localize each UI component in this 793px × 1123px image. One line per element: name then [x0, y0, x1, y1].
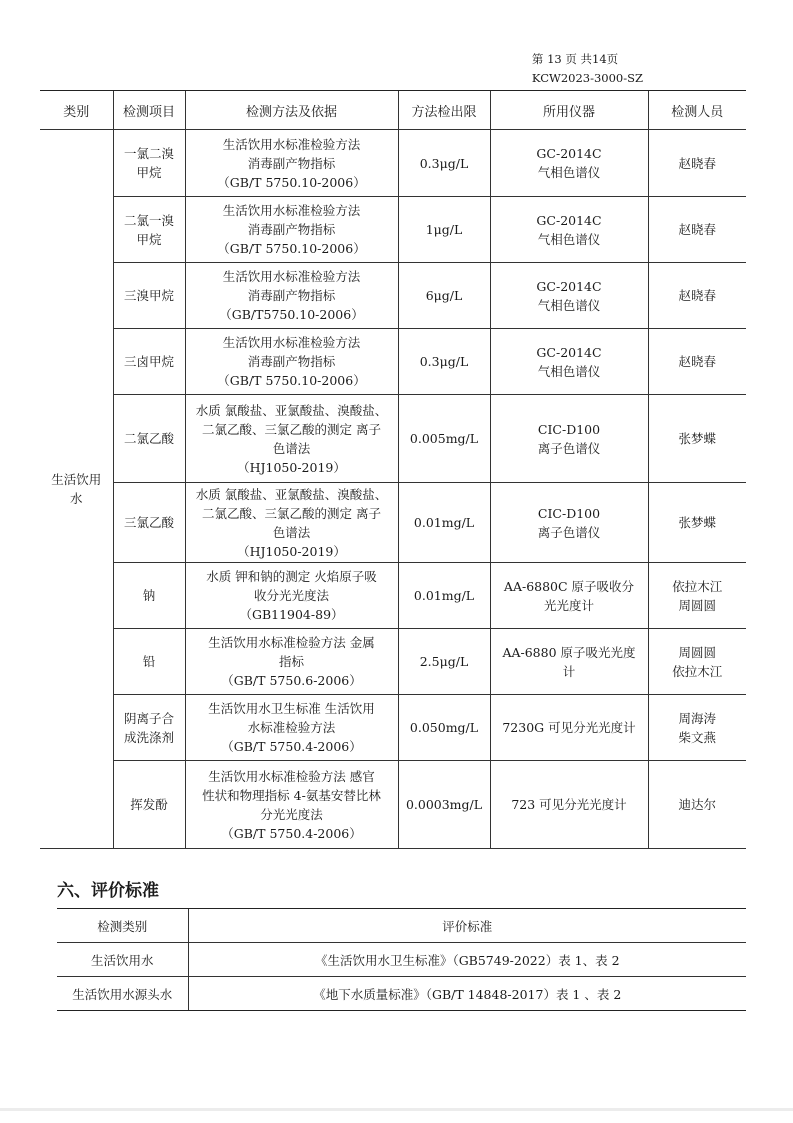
item-cell-line: 二氯乙酸: [123, 431, 174, 446]
item-cell: [113, 695, 185, 761]
staff-cell: [648, 629, 746, 695]
scan-edge-line: [0, 1108, 793, 1111]
method-cell-line: 色谱法: [272, 440, 311, 456]
table-row: [40, 761, 746, 849]
table-row: [40, 563, 746, 629]
limit-cell: 0.005mg/L: [398, 395, 490, 483]
instrument-cell-line: AA-6880 原子吸光光度: [502, 644, 636, 660]
method-cell-line: 分光光度法: [260, 806, 323, 822]
method-cell-line: 生活饮用水标准检验方法: [222, 136, 361, 152]
col-limit: 方法检出限: [398, 91, 490, 130]
staff-cell: [648, 130, 746, 197]
item-cell-line: 一氯二溴: [123, 146, 174, 161]
method-cell: [185, 395, 398, 483]
staff-cell-line: 柴文燕: [678, 729, 716, 745]
item-cell-line: 甲烷: [136, 231, 162, 247]
instrument-cell-line: 气相色谱仪: [537, 165, 601, 180]
instrument-cell-line: 光光度计: [543, 597, 594, 613]
test-type-cell: 生活饮用水: [57, 943, 188, 977]
method-cell-line: 色谱法: [272, 524, 311, 540]
instrument-cell: [490, 130, 648, 197]
method-cell-line: （GB/T 5750.6-2006）: [221, 673, 362, 688]
test-type-cell: 生活饮用水源头水: [57, 977, 188, 1011]
item-cell-line: 二氯一溴: [123, 212, 174, 228]
item-cell: [113, 563, 185, 629]
staff-cell-line: 赵晓春: [678, 155, 716, 171]
table-row: [40, 483, 746, 563]
staff-cell-line: 依拉木江: [672, 663, 723, 679]
item-cell-line: 三卤甲烷: [123, 354, 174, 369]
instrument-cell-line: 离子色谱仪: [537, 440, 601, 456]
method-cell-line: （GB/T 5750.10-2006）: [217, 241, 366, 256]
staff-cell: [648, 695, 746, 761]
section-title: 六、评价标准: [57, 881, 159, 901]
col-item: 检测项目: [113, 91, 185, 130]
limit-cell: 1μg/L: [398, 197, 490, 263]
staff-cell: [648, 197, 746, 263]
instrument-cell: [490, 263, 648, 329]
item-cell-line: 铅: [142, 654, 156, 669]
instrument-cell: [490, 483, 648, 563]
staff-cell-line: 赵晓春: [678, 354, 716, 369]
method-cell-line: 生活饮用水标准检验方法: [222, 269, 361, 284]
instrument-cell: [490, 695, 648, 761]
method-cell-line: 生活饮用水标准检验方法 感官: [208, 768, 375, 784]
method-cell-line: 消毒副产物指标: [247, 354, 336, 369]
col-test-type: 检测类别: [57, 909, 188, 943]
item-cell-line: 成洗涤剂: [123, 729, 174, 745]
item-cell: [113, 197, 185, 263]
staff-cell: [648, 263, 746, 329]
item-cell-line: 钠: [142, 588, 156, 603]
staff-cell-line: 依拉木江: [672, 578, 723, 594]
instrument-cell-line: 气相色谱仪: [537, 297, 601, 313]
staff-cell-line: 周圆圆: [678, 644, 716, 660]
item-cell-line: 挥发酚: [130, 797, 168, 812]
method-cell-line: （HJ1050-2019）: [237, 543, 346, 559]
category-cell: 生活饮用水: [40, 130, 113, 849]
staff-cell-line: 周海涛: [678, 710, 716, 726]
staff-cell: [648, 761, 746, 849]
method-cell-line: 二氯乙酸、三氯乙酸的测定 离子: [202, 421, 381, 437]
instrument-cell: [490, 629, 648, 695]
method-cell-line: 生活饮用水标准检验方法: [222, 203, 361, 218]
instrument-cell-line: CIC-D100: [537, 505, 601, 521]
instrument-cell: [490, 197, 648, 263]
col-standard: 评价标准: [188, 909, 746, 943]
staff-cell: [648, 395, 746, 483]
item-cell-line: 三溴甲烷: [123, 288, 174, 303]
limit-cell: 2.5μg/L: [398, 629, 490, 695]
method-cell-line: （GB/T 5750.4-2006）: [221, 825, 362, 841]
method-cell-line: （GB/T 5750.10-2006）: [217, 174, 366, 190]
method-cell-line: （HJ1050-2019）: [237, 459, 346, 475]
item-cell: [113, 761, 185, 849]
method-cell: [185, 130, 398, 197]
item-cell: [113, 130, 185, 197]
table-row: [57, 977, 746, 1011]
instrument-cell-line: GC-2014C: [536, 212, 602, 228]
table-row: [40, 329, 746, 395]
method-cell-line: 消毒副产物指标: [247, 222, 336, 237]
evaluation-standards-table: [57, 908, 746, 1011]
instrument-cell: [490, 563, 648, 629]
limit-cell: 0.3μg/L: [398, 130, 490, 197]
item-cell: [113, 329, 185, 395]
instrument-cell-line: GC-2014C: [536, 344, 602, 360]
limit-cell: 0.01mg/L: [398, 563, 490, 629]
standard-cell: 《地下水质量标准》（GB/T 14848-2017）表 1 、表 2: [188, 977, 746, 1011]
method-cell-line: （GB/T 5750.4-2006）: [221, 739, 362, 754]
item-cell: [113, 483, 185, 563]
item-cell: [113, 263, 185, 329]
instrument-cell-line: 723 可见分光光度计: [511, 797, 627, 812]
instrument-cell-line: 气相色谱仪: [537, 231, 601, 247]
standard-cell: 《生活饮用水卫生标准》（GB5749-2022）表 1、表 2: [188, 943, 746, 977]
col-staff: 检测人员: [648, 91, 746, 130]
method-cell: [185, 329, 398, 395]
staff-cell-line: 赵晓春: [678, 288, 716, 303]
limit-cell: 6μg/L: [398, 263, 490, 329]
method-cell-line: 二氯乙酸、三氯乙酸的测定 离子: [202, 505, 381, 521]
table-row: [40, 197, 746, 263]
staff-cell: [648, 563, 746, 629]
method-cell-line: 消毒副产物指标: [247, 155, 336, 171]
instrument-cell-line: 离子色谱仪: [537, 524, 601, 540]
limit-cell: 0.050mg/L: [398, 695, 490, 761]
col-category: 类别: [40, 91, 113, 130]
staff-cell: [648, 483, 746, 563]
method-cell-line: 收分光光度法: [253, 588, 329, 603]
method-cell-line: 水标准检验方法: [247, 720, 336, 735]
limit-cell: 0.3μg/L: [398, 329, 490, 395]
instrument-cell-line: AA-6880C 原子吸收分: [503, 578, 635, 594]
instrument-cell-line: 7230G 可见分光光度计: [502, 720, 636, 735]
item-cell-line: 阴离子合: [123, 710, 174, 726]
col-instrument: 所用仪器: [490, 91, 648, 130]
method-cell: [185, 563, 398, 629]
staff-cell-line: 迪达尔: [678, 797, 716, 812]
col-method: 检测方法及依据: [185, 91, 398, 130]
item-cell: [113, 629, 185, 695]
staff-cell-line: 周圆圆: [678, 597, 716, 613]
page-header: [532, 50, 643, 88]
method-cell-line: 消毒副产物指标: [247, 288, 336, 303]
limit-cell: 0.0003mg/L: [398, 761, 490, 849]
instrument-cell-line: CIC-D100: [537, 421, 601, 437]
method-cell: [185, 629, 398, 695]
instrument-cell: [490, 329, 648, 395]
table-header-row: [40, 91, 746, 130]
method-cell-line: 生活饮用水标准检验方法 金属: [208, 635, 375, 650]
method-cell: [185, 695, 398, 761]
table-row: [57, 943, 746, 977]
instrument-cell-line: 气相色谱仪: [537, 363, 601, 379]
table-row: [40, 695, 746, 761]
method-cell-line: 水质 氯酸盐、亚氯酸盐、溴酸盐、: [195, 402, 388, 418]
detection-methods-table: [40, 90, 746, 849]
method-cell-line: 生活饮用水标准检验方法: [222, 335, 361, 350]
item-cell-line: 三氯乙酸: [123, 515, 174, 530]
method-cell: [185, 483, 398, 563]
method-cell-line: （GB/T5750.10-2006）: [219, 307, 364, 322]
item-cell-line: 甲烷: [136, 165, 162, 180]
method-cell: [185, 263, 398, 329]
report-number: KCW2023-3000-SZ: [531, 71, 643, 85]
method-cell-line: 性状和物理指标 4-氨基安替比林: [202, 787, 381, 803]
method-cell-line: （GB/T 5750.10-2006）: [217, 373, 366, 388]
limit-cell: 0.01mg/L: [398, 483, 490, 563]
method-cell: [185, 761, 398, 849]
method-cell-line: 指标: [278, 654, 304, 669]
table-row: [40, 629, 746, 695]
item-cell: [113, 395, 185, 483]
method-cell-line: 水质 氯酸盐、亚氯酸盐、溴酸盐、: [195, 486, 388, 502]
instrument-cell-line: GC-2014C: [536, 146, 602, 161]
page-number: 第 13 页 共14页: [531, 52, 619, 66]
method-cell-line: 水质 钾和钠的测定 火焰原子吸: [206, 569, 377, 584]
instrument-cell-line: 计: [562, 663, 576, 679]
table-row: [40, 263, 746, 329]
method-cell-line: 生活饮用水卫生标准 生活饮用: [208, 701, 375, 716]
instrument-cell-line: GC-2014C: [536, 278, 602, 294]
staff-cell: [648, 329, 746, 395]
table-row: [40, 130, 746, 197]
table-header-row: [57, 909, 746, 943]
method-cell: [185, 197, 398, 263]
instrument-cell: [490, 395, 648, 483]
instrument-cell: [490, 761, 648, 849]
staff-cell-line: 张梦蝶: [678, 515, 716, 530]
staff-cell-line: 张梦蝶: [678, 431, 716, 446]
staff-cell-line: 赵晓春: [678, 222, 716, 237]
table-row: [40, 395, 746, 483]
method-cell-line: （GB11904-89）: [239, 607, 344, 622]
